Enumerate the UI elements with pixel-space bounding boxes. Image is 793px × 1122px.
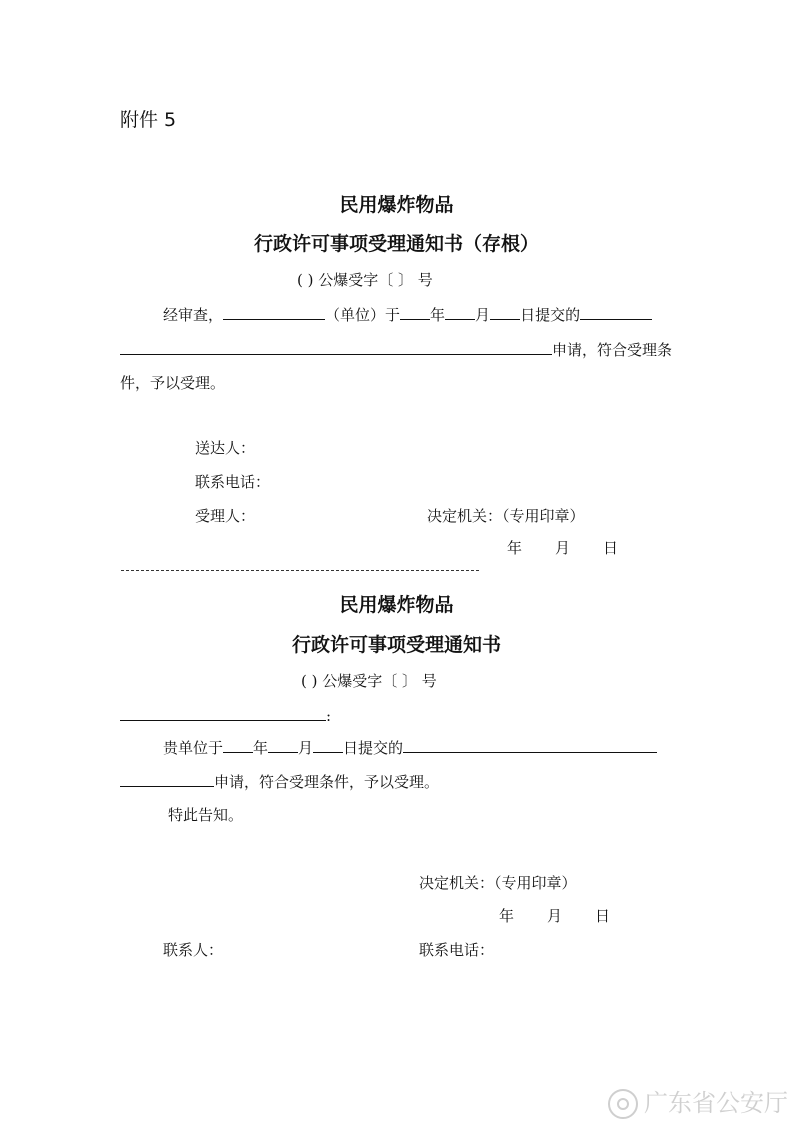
stub-text-unit: （单位）于	[325, 306, 401, 324]
notice-title-line1: 民用爆炸物品	[339, 594, 454, 616]
notice-authority-label: 决定机关：（专用印章）	[419, 874, 577, 892]
stub-day-blank	[490, 305, 520, 320]
notice-date-day: 日	[595, 907, 611, 925]
stub-unit-blank	[223, 305, 325, 320]
stub-item-blank-1	[580, 305, 652, 320]
notice-body-line1	[163, 738, 657, 758]
stub-body-line1	[163, 305, 652, 325]
stub-year-blank	[400, 305, 430, 320]
notice-date-year: 年	[499, 907, 515, 925]
police-badge-icon	[608, 1089, 638, 1119]
attachment-label: 附件 5	[120, 109, 177, 131]
notice-phone-label: 联系电话：	[419, 941, 495, 959]
notice-year-blank	[223, 738, 253, 753]
stub-date-year: 年	[507, 539, 523, 557]
stub-text-apply: 申请，符合受理条	[552, 341, 673, 359]
watermark	[608, 1088, 788, 1119]
stub-text-month: 月	[475, 306, 491, 324]
notice-text-prefix: 贵单位于	[163, 739, 224, 757]
stub-body-line2	[120, 340, 672, 360]
stub-body-line3: 件，予以受理。	[120, 374, 226, 392]
stub-text-prefix: 经审查，	[163, 306, 224, 324]
notice-text-year: 年	[253, 739, 269, 757]
stub-item-blank-2	[120, 340, 552, 355]
notice-text-day-submit: 日提交的	[343, 739, 404, 757]
notice-contact-label: 联系人：	[163, 941, 224, 959]
cut-separator-line	[121, 570, 479, 571]
stub-title-line2: 行政许可事项受理通知书（存根）	[253, 233, 539, 255]
stub-number-line: ( ) 公爆受字〔 〕 号	[297, 271, 433, 289]
notice-addressee-line	[120, 706, 331, 726]
stub-text-year: 年	[430, 306, 446, 324]
notice-month-blank	[268, 738, 298, 753]
notice-item-blank-1	[403, 738, 657, 753]
notice-date-month: 月	[547, 907, 563, 925]
stub-authority-label: 决定机关：（专用印章）	[427, 507, 585, 525]
notice-body-line2	[120, 772, 439, 792]
notice-title-line2: 行政许可事项受理通知书	[291, 634, 501, 656]
stub-date-day: 日	[603, 539, 619, 557]
notice-number-line: ( ) 公爆受字〔 〕 号	[301, 672, 437, 690]
stub-date-month: 月	[555, 539, 571, 557]
stub-text-day-submit: 日提交的	[520, 306, 581, 324]
stub-delivery-label: 送达人：	[195, 439, 256, 457]
stub-phone-label: 联系电话：	[195, 473, 271, 491]
notice-text-month: 月	[298, 739, 314, 757]
notice-item-blank-2	[120, 772, 214, 787]
notice-addressee-colon: :	[326, 707, 332, 725]
notice-text-line2: 申请，符合受理条件，予以受理。	[214, 773, 440, 791]
watermark-text: 广东省公安厅	[644, 1089, 788, 1117]
notice-addressee-blank	[120, 706, 326, 721]
stub-receiver-label: 受理人：	[195, 507, 256, 525]
stub-month-blank	[445, 305, 475, 320]
notice-body-line3: 特此告知。	[168, 806, 244, 824]
notice-day-blank	[313, 738, 343, 753]
stub-title-line1: 民用爆炸物品	[339, 194, 454, 216]
